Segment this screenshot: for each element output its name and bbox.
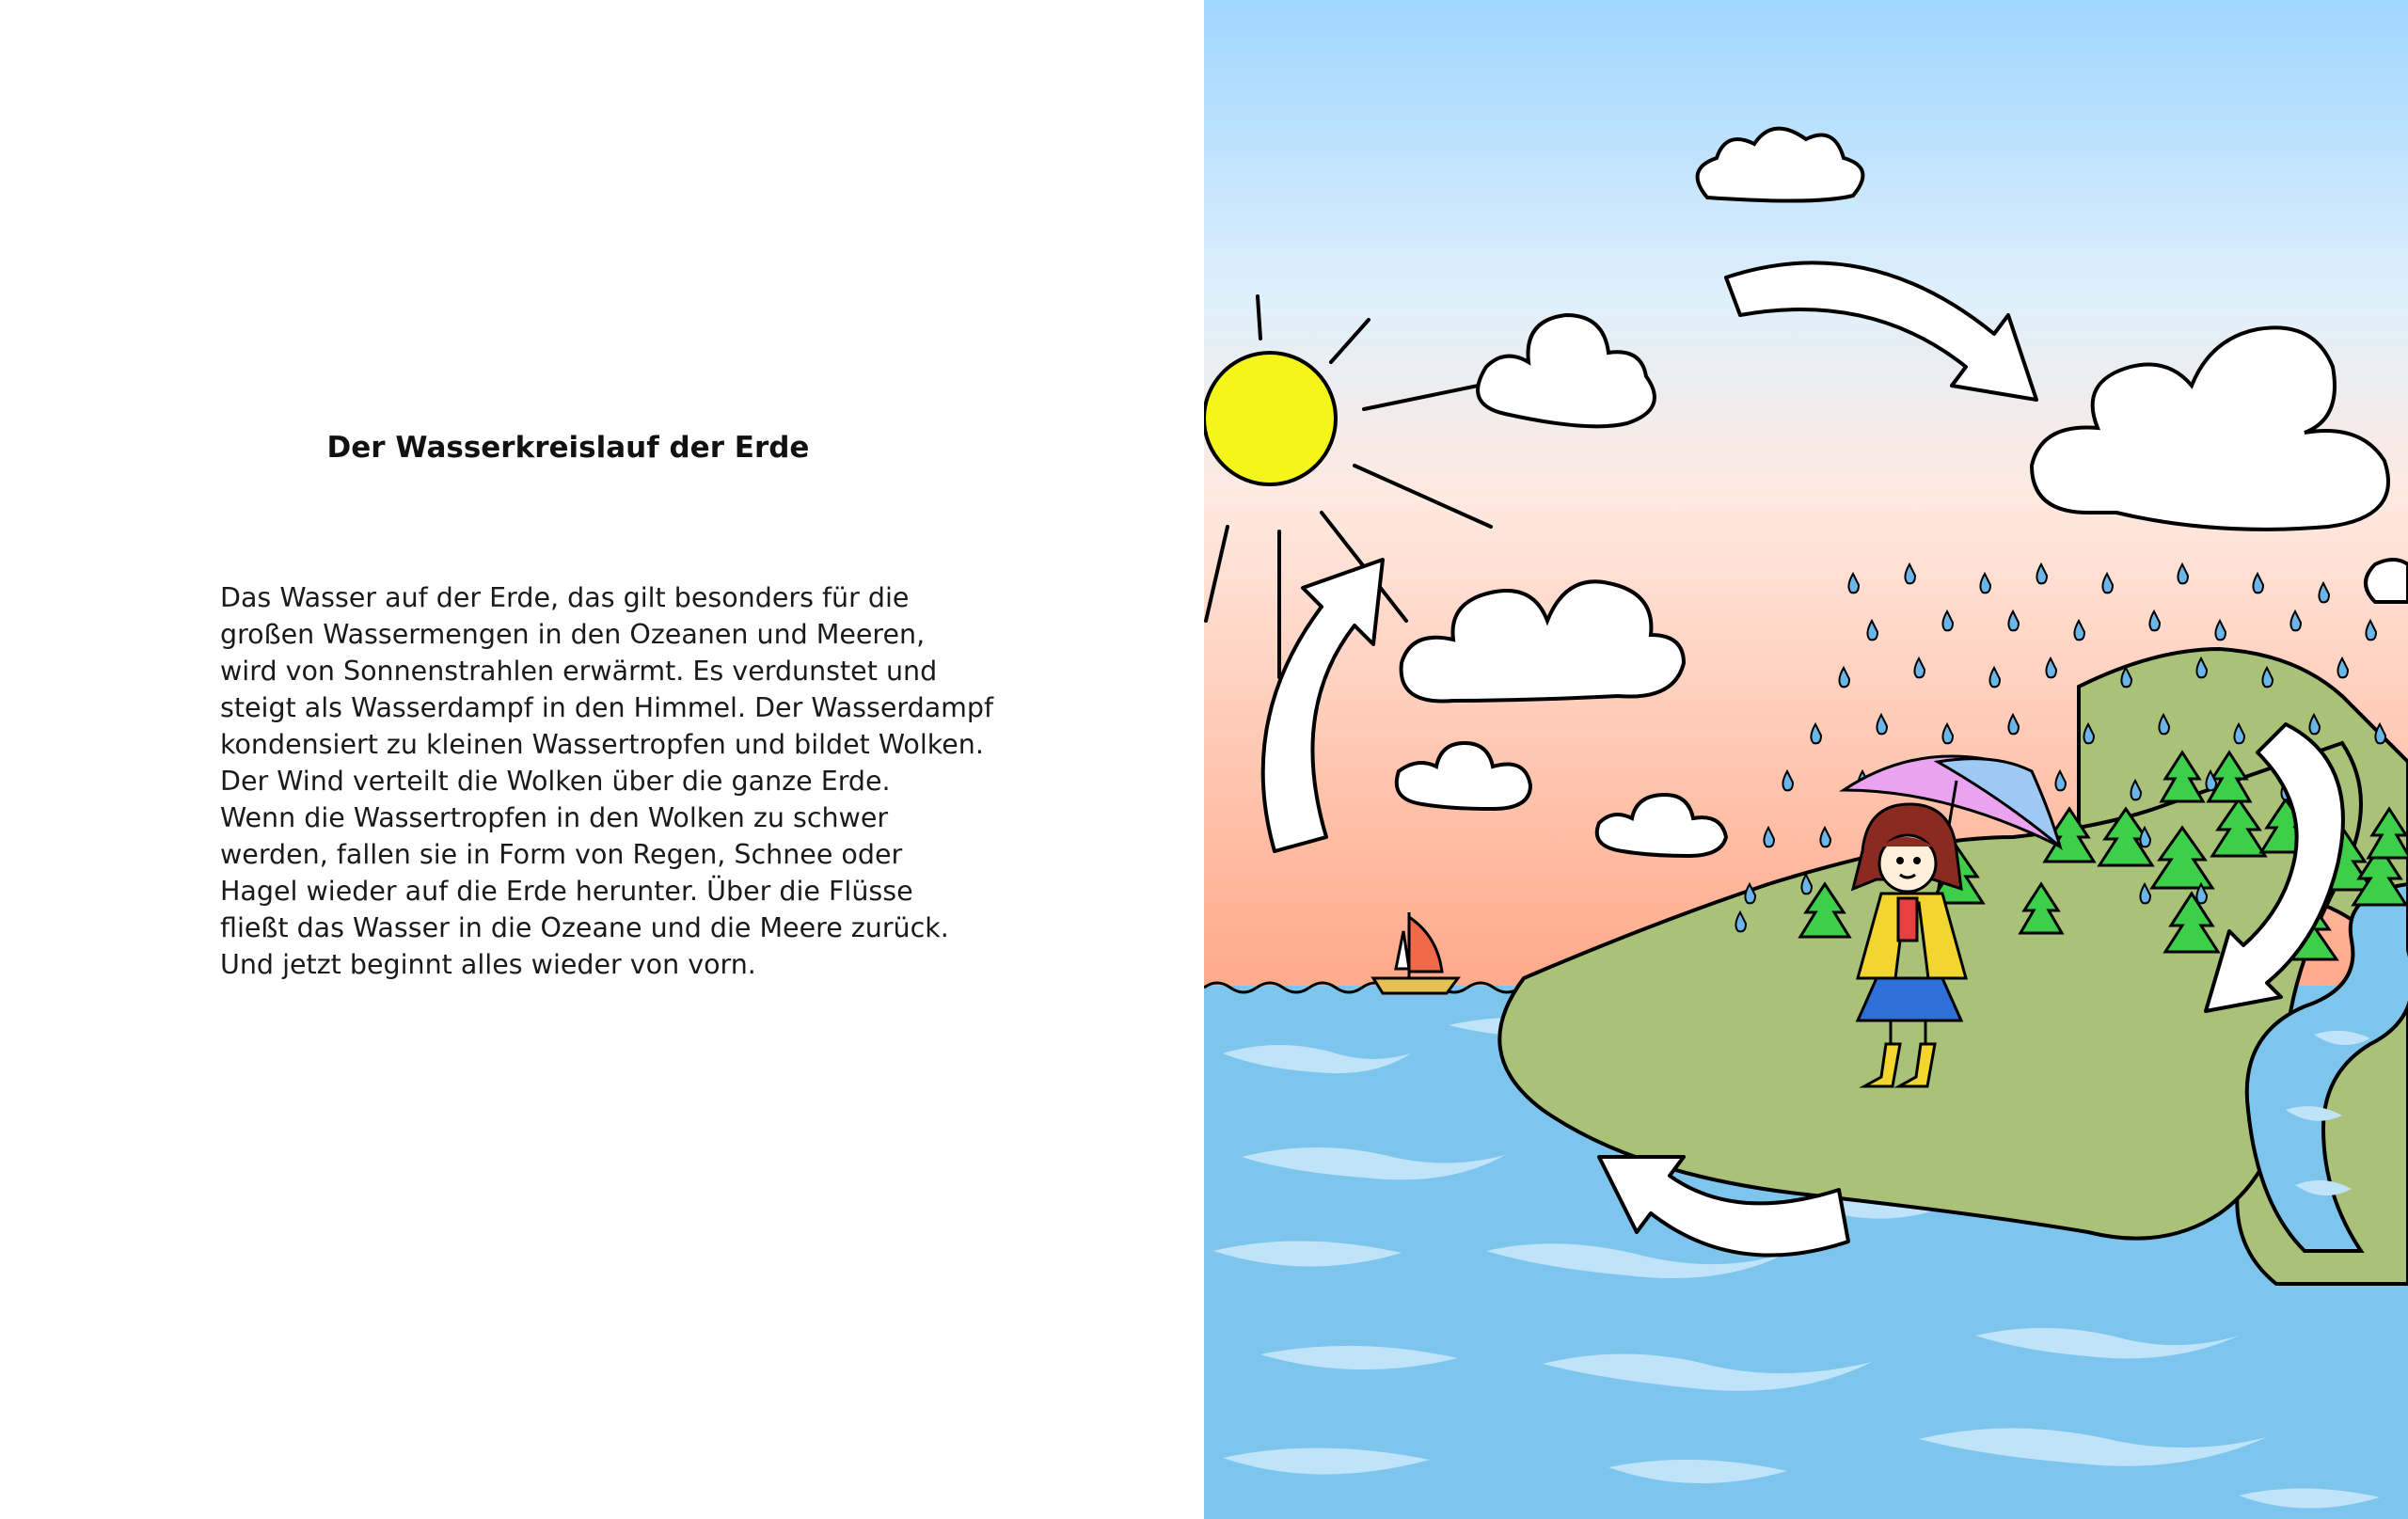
paragraph-line: Der Wind verteilt die Wolken über die ganze Erde. (220, 766, 891, 797)
paragraph-line: steigt als Wasserdampf in den Himmel. Der Wasserdampf (220, 692, 994, 723)
sun (1204, 353, 1336, 484)
paragraph-line: kondensiert zu kleinen Wassertropfen und bildet Wolken. (220, 729, 984, 760)
page-title: Der Wasserkreislauf der Erde (326, 431, 810, 465)
body-paragraph (220, 579, 1048, 983)
paragraph-line: Das Wasser auf der Erde, das gilt besonders für die (220, 582, 910, 613)
paragraph-line: großen Wassermengen in den Ozeanen und Meeren, (220, 619, 926, 650)
paragraph-line: Hagel wieder auf die Erde herunter. Über die Flüsse (220, 876, 913, 907)
paragraph-line: Wenn die Wassertropfen in den Wolken zu schwer (220, 802, 889, 833)
girl-skirt (1858, 978, 1961, 1021)
paragraph-line: werden, fallen sie in Form von Regen, Schnee oder (220, 839, 903, 870)
cloud (2366, 560, 2408, 602)
illustration-canvas (1204, 0, 2408, 1519)
paragraph-line: wird von Sonnenstrahlen erwärmt. Es verdunstet und (220, 656, 938, 687)
boat-hull (1373, 978, 1458, 993)
paragraph-line: Und jetzt beginnt alles wieder von vorn. (220, 949, 756, 980)
water-cycle-illustration (1204, 0, 2408, 1519)
paragraph-line: fließt das Wasser in die Ozeane und die Meere zurück. (220, 912, 949, 943)
